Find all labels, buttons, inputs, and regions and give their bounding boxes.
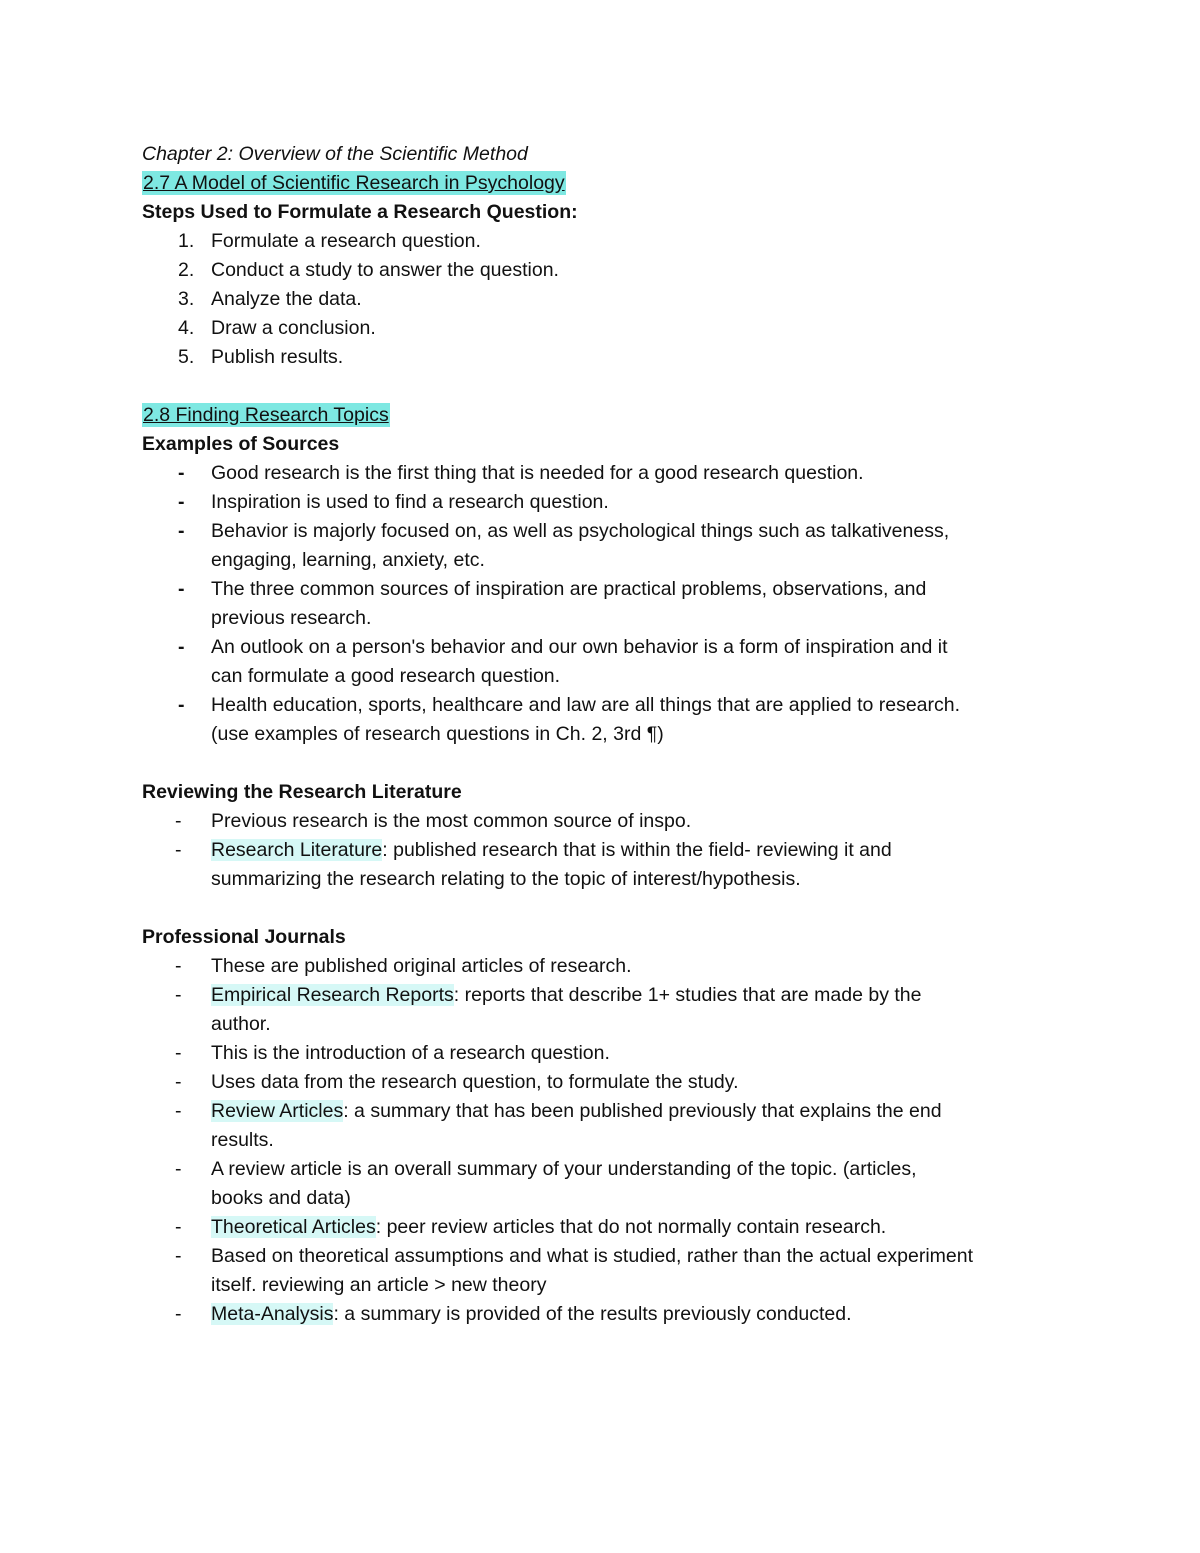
list-item: - Based on theoretical assumptions and what is studied, rather than the actual experiment itself. reviewing an article > new theory — [175, 1245, 974, 1296]
list-item: - This is the introduction of a research question. — [175, 1042, 610, 1064]
list-item: - Theoretical Articles: peer review articles that do not normally contain research. — [175, 1216, 887, 1238]
section-2-8-heading-line — [142, 401, 1072, 430]
list-item: 4. Draw a conclusion. — [178, 317, 376, 339]
list-item: - Previous research is the most common source of inspo. — [175, 810, 692, 832]
list-item: 3. Analyze the data. — [178, 288, 362, 310]
list-item: - An outlook on a person's behavior and our own behavior is a form of inspiration and it can formulate a good research question. — [178, 636, 948, 687]
journals-heading: Professional Journals — [142, 926, 346, 948]
reviewing-heading: Reviewing the Research Literature — [142, 781, 462, 803]
spacer — [142, 749, 1072, 778]
list-item: - Review Articles: a summary that has been published previously that explains the end results. — [175, 1100, 942, 1151]
term-highlight: Research Literature — [211, 839, 383, 861]
list-item: - Inspiration is used to find a research question. — [178, 491, 609, 513]
journals-list — [142, 952, 1072, 1329]
spacer — [142, 372, 1072, 401]
steps-subheading: Steps Used to Formulate a Research Question: — [142, 201, 578, 223]
term-highlight: Meta-Analysis — [211, 1303, 334, 1325]
term-highlight: Empirical Research Reports — [211, 984, 454, 1006]
list-item: - The three common sources of inspiration are practical problems, observations, and previous research. — [178, 578, 927, 629]
section-2-8-heading-link[interactable]: 2.8 Finding Research Topics — [143, 404, 389, 426]
spacer — [142, 894, 1072, 923]
list-item: - Uses data from the research question, to formulate the study. — [175, 1071, 739, 1093]
term-highlight: Theoretical Articles — [211, 1216, 376, 1238]
list-item: 2. Conduct a study to answer the question. — [178, 259, 559, 281]
sources-subheading: Examples of Sources — [142, 433, 340, 455]
section-2-7-heading-link[interactable]: 2.7 A Model of Scientific Research in Psychology — [143, 172, 565, 194]
list-item: - Health education, sports, healthcare and law are all things that are applied to research. (use examples of research questions in Ch. 2, 3rd ¶) — [178, 694, 961, 745]
section-2-7-heading-line — [142, 169, 1072, 198]
reviewing-list — [142, 807, 1072, 894]
sources-list — [142, 459, 1072, 749]
list-item: - Meta-Analysis: a summary is provided of the results previously conducted. — [175, 1303, 852, 1325]
document-page — [142, 140, 1072, 1329]
chapter-title: Chapter 2: Overview of the Scientific Method — [142, 143, 528, 165]
list-item: - Research Literature: published research that is within the field- reviewing it and summarizing the research relating to the topic of interest/hypothesis. — [175, 839, 892, 890]
list-item: - A review article is an overall summary of your understanding of the topic. (articles, books and data) — [175, 1158, 917, 1209]
list-item: 5. Publish results. — [178, 346, 344, 368]
term-highlight: Review Articles — [211, 1100, 344, 1122]
list-item: 1. Formulate a research question. — [178, 230, 481, 252]
list-item: - Good research is the first thing that is needed for a good research question. — [178, 462, 864, 484]
list-item: - These are published original articles of research. — [175, 955, 632, 977]
steps-list — [142, 227, 1072, 372]
list-item: - Empirical Research Reports: reports that describe 1+ studies that are made by the author. — [175, 984, 922, 1035]
list-item: - Behavior is majorly focused on, as well as psychological things such as talkativeness, engaging, learning, anxiety, etc. — [178, 520, 950, 571]
